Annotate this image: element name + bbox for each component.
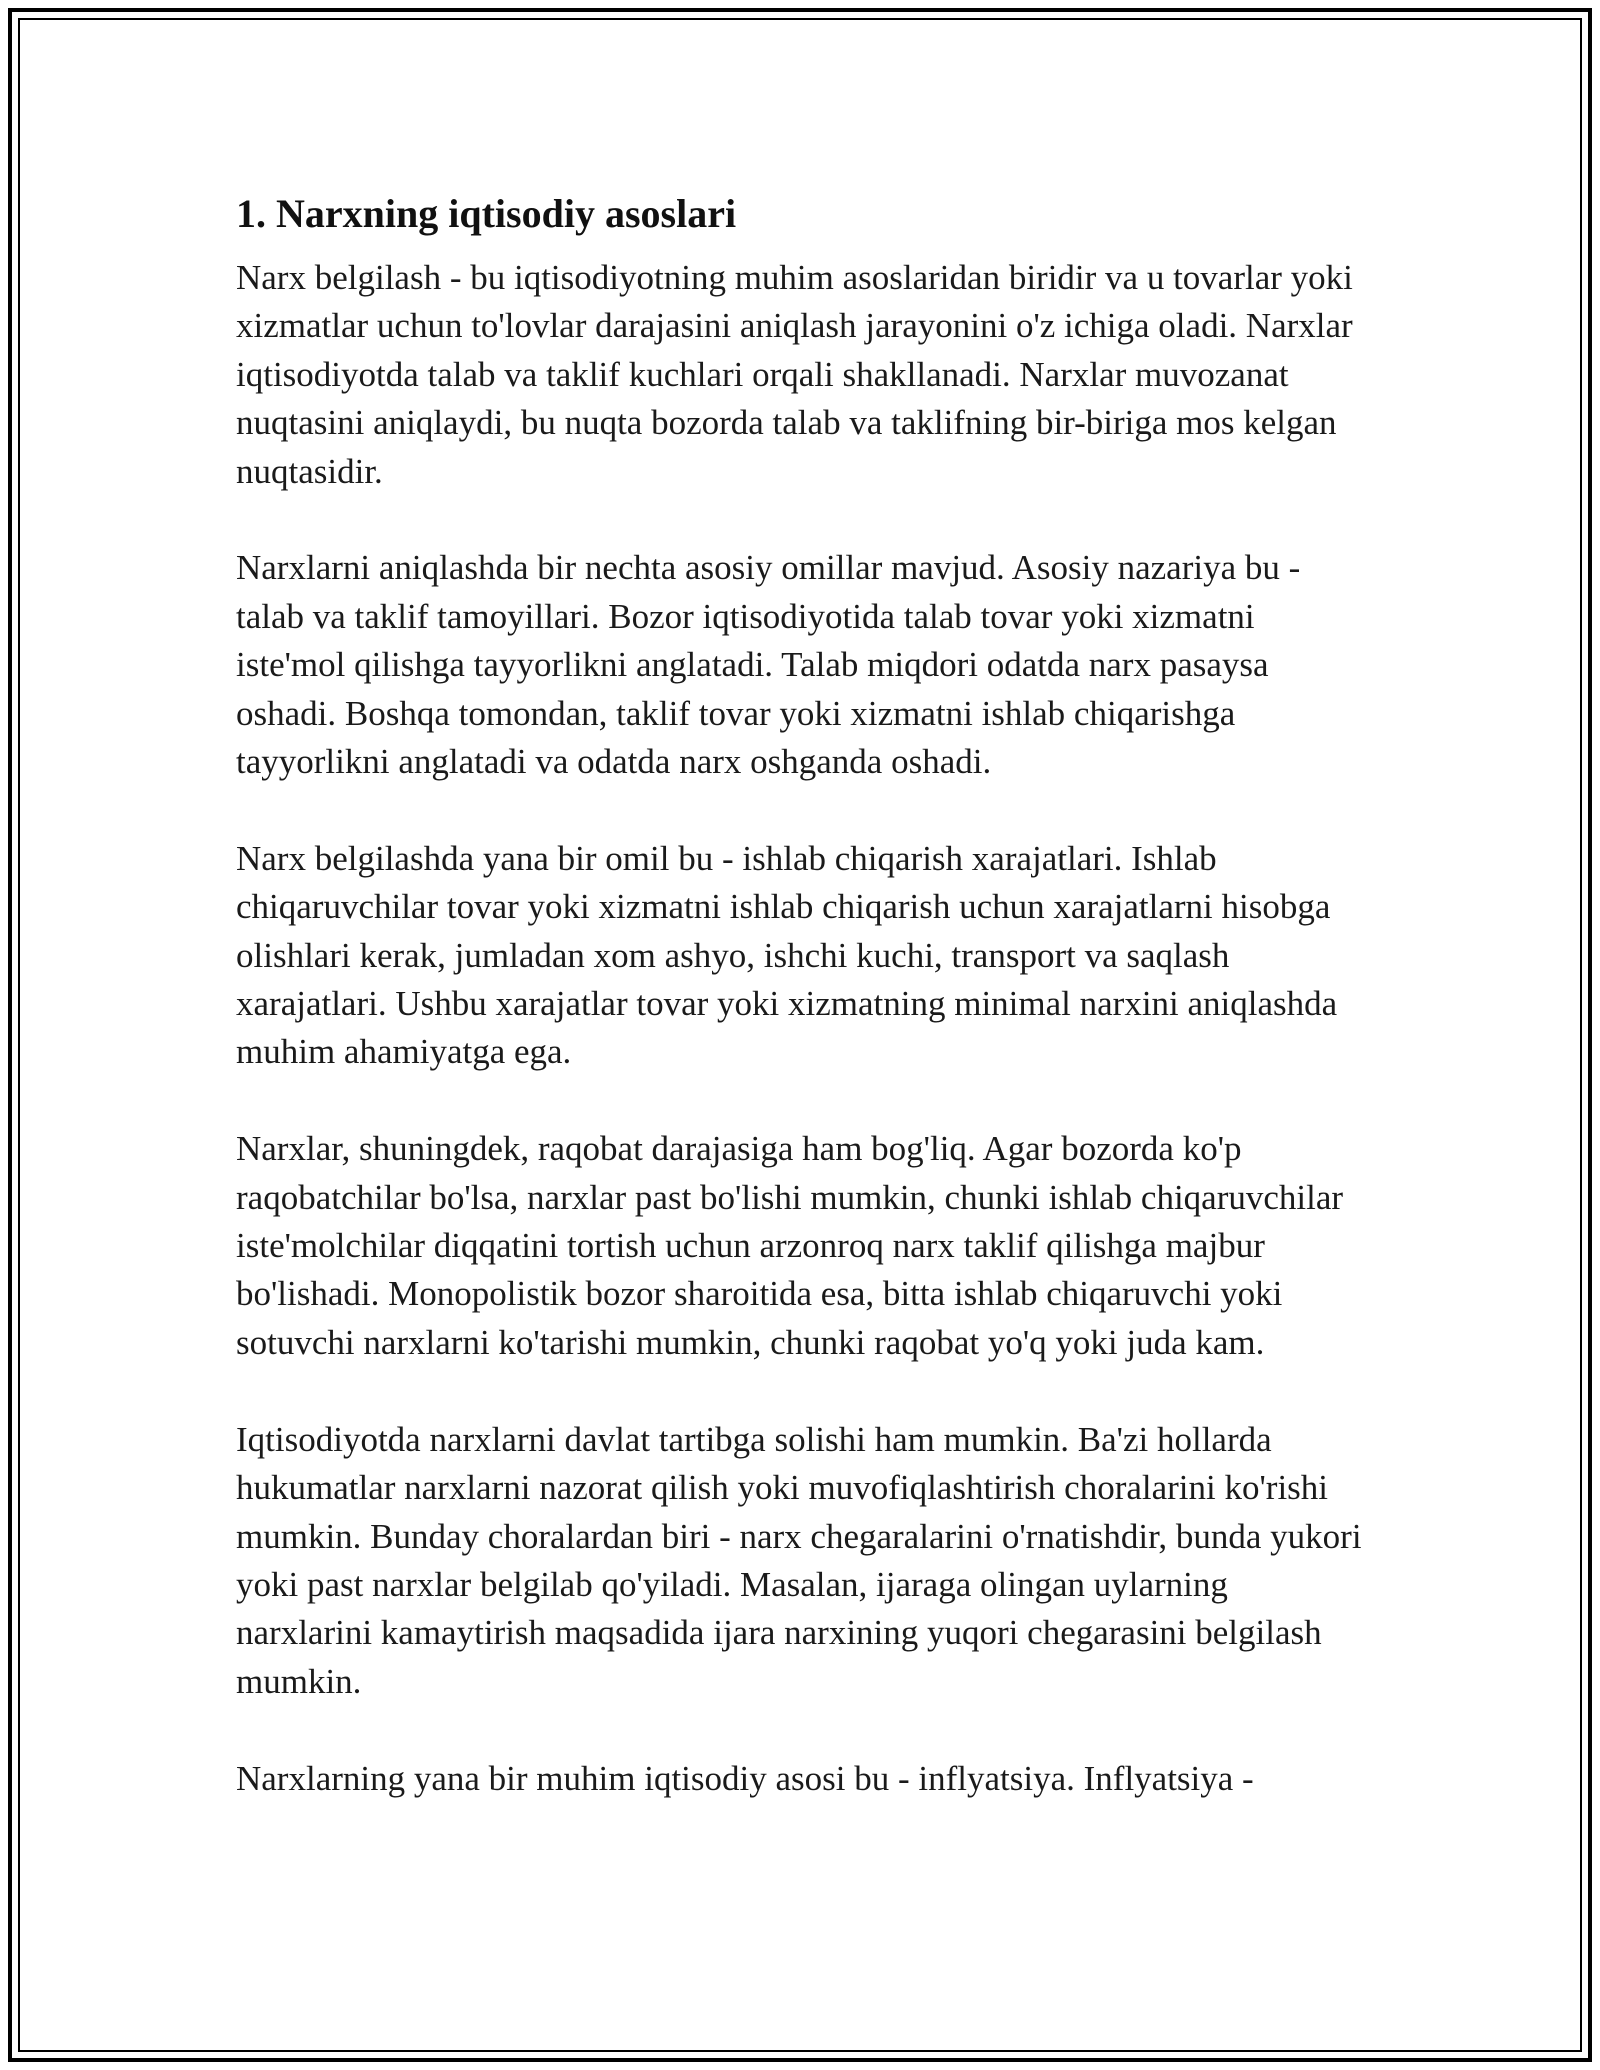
document-body [236,186,1366,1803]
section-heading: 1. Narxning iqtisodiy asoslari [236,191,737,236]
paragraph-supply-demand: Narxlarni aniqlashda bir nechta asosiy omillar mavjud. Asosiy nazariya bu - talab va taklif tamoyillari. Bozor iqtisodiyotida talab tovar yoki xizmatni iste'mol qilishga tayyorlikni anglatadi. Talab miqdori odatda narx pasaysa oshadi. Boshqa tomondan, taklif tovar yoki xizmatni ishlab chiqarishga tayyorlikni anglatadi va odatda narx oshganda oshadi. [236,548,1301,782]
paragraph-inflation: Narxlarning yana bir muhim iqtisodiy asosi bu - inflyatsiya. Inflyatsiya - [236,1758,1254,1798]
paragraph-price-setting: Narx belgilash - bu iqtisodiyotning muhim asoslaridan biridir va u tovarlar yoki xizmatlar uchun to'lovlar darajasini aniqlash jarayonini o'z ichiga oladi. Narxlar iqtisodiyotda talab va taklif kuchlari orqali shakllanadi. Narxlar muvozanat nuqtasini aniqlaydi, bu nuqta bozorda talab va taklifning bir-biriga mos kelgan nuqtasidir. [236,258,1353,491]
paragraph-competition: Narxlar, shuningdek, raqobat darajasiga ham bog'liq. Agar bozorda ko'p raqobatchilar bo'lsa, narxlar past bo'lishi mumkin, chunki ishlab chiqaruvchilar iste'molchilar diqqatini tortish uchun arzonroq narx taklif qilishga majbur bo'lishadi. Monopolistik bozor sharoitida esa, bitta ishlab chiqaruvchi yoki sotuvchi narxlarni ko'tarishi mumkin, chunki raqobat yo'q yoki juda kam. [236,1129,1344,1362]
paragraph-production-costs: Narx belgilashda yana bir omil bu - ishlab chiqarish xarajatlari. Ishlab chiqaruvchilar tovar yoki xizmatni ishlab chiqarish uchun xarajatlarni hisobga olishlari kerak, jumladan xom ashyo, ishchi kuchi, transport va saqlash xarajatlari. Ushbu xarajatlar tovar yoki xizmatning minimal narxini aniqlashda muhim ahamiyatga ega. [236,838,1338,1072]
paragraph-state-regulation: Iqtisodiyotda narxlarni davlat tartibga solishi ham mumkin. Ba'zi hollarda hukumatlar narxlarni nazorat qilish yoki muvofiqlashtirish choralarini ko'rishi mumkin. Bunday choralardan biri - narx chegaralarini o'rnatishdir, bunda yukori yoki past narxlar belgilab qo'yiladi. Masalan, ijaraga olingan uylarning narxlarini kamaytirish maqsadida ijara narxining yuqori chegarasini belgilash mumkin. [236,1419,1362,1701]
